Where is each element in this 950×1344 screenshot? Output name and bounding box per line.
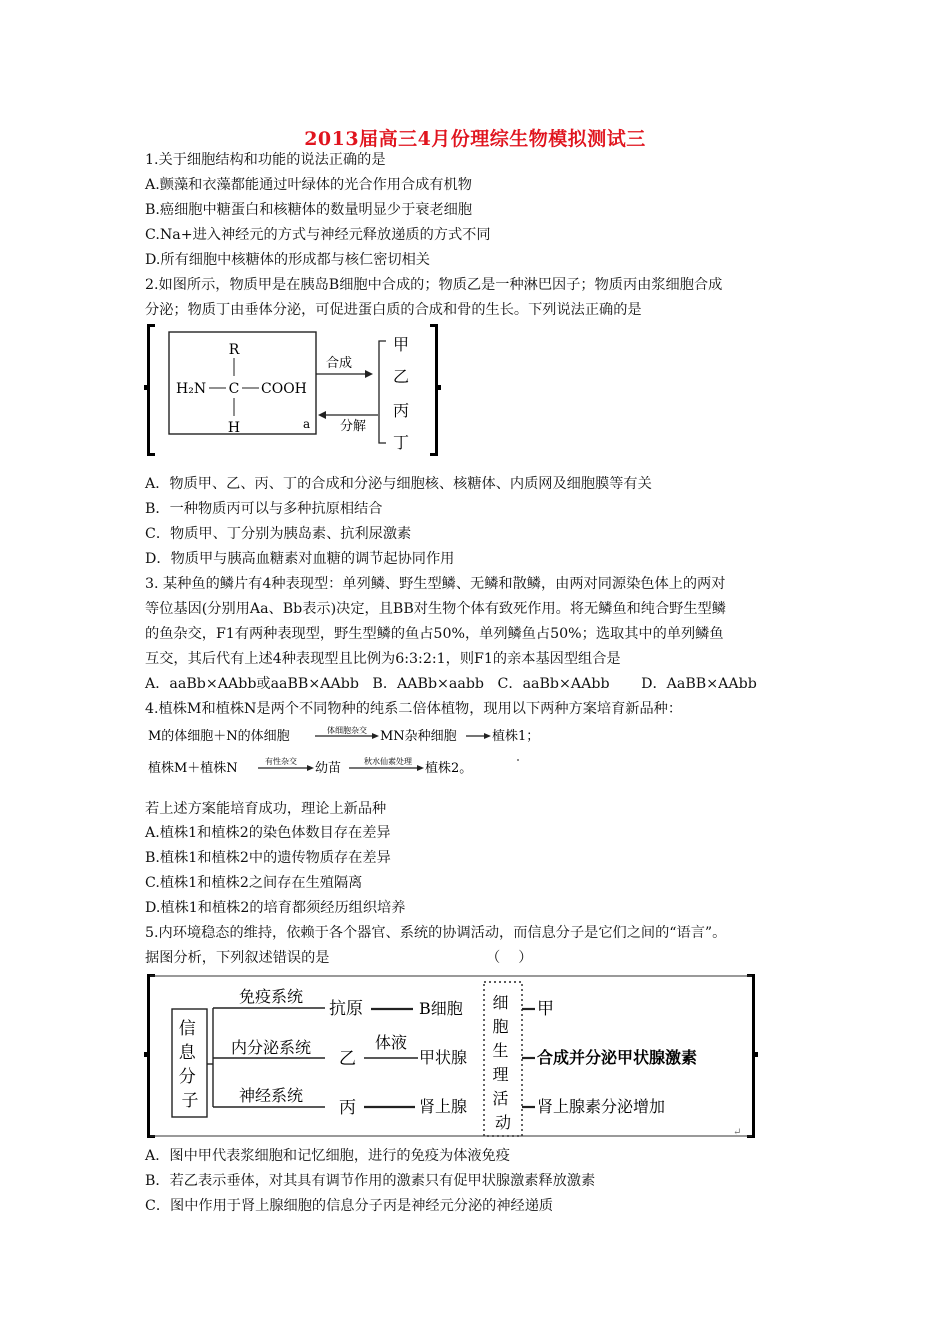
q4-option-a: A.植株1和植株2的染色体数目存在差异 (145, 825, 391, 841)
page-title: 2013届高三4月份理综生物模拟测试三 (304, 128, 646, 150)
q4-pre: 若上述方案能培育成功，理论上新品种 (145, 801, 387, 817)
amino-group-label: H₂N (176, 381, 207, 397)
output-adrenaline-label: 肾上腺素分泌增加 (537, 1097, 666, 1116)
info-molecule-figure (143, 972, 760, 1142)
q1-option-c: C.Na+进入神经元的方式与神经元释放递质的方式不同 (145, 227, 491, 243)
substance-bing: 丙 (393, 401, 410, 420)
amino-acid-figure (143, 322, 443, 458)
scheme1-arrow-label: 体细胞杂交 (327, 726, 367, 735)
q1-option-d: D.所有细胞中核糖体的形成都与核仁密切相关 (145, 252, 430, 268)
q4-option-d: D.植株1和植株2的培育都须经历组织培养 (145, 900, 406, 916)
q5-line1: 5.内环境稳态的维持，依赖于各个器官、系统的协调活动，而信息分子是它们之间的“语言”。 (145, 925, 727, 941)
molecule-yi-label: 乙 (339, 1049, 356, 1069)
svg-text:↵: ↵ (733, 1127, 742, 1138)
scheme1-end: 植株1； (492, 729, 540, 744)
b-cell-label: B细胞 (419, 999, 463, 1018)
q5-option-b: B．若乙表示垂体，对其具有调节作用的激素只有促甲状腺激素释放激素 (145, 1173, 596, 1189)
molecule-bing-label: 丙 (339, 1098, 356, 1118)
q2-stem-line1: 2.如图所示，物质甲是在胰岛B细胞中合成的；物质乙是一种淋巴因子；物质丙由浆细胞合成 (145, 277, 723, 293)
q3-line4: 互交，其后代有上述4种表现型且比例为6:3:2:1，则F1的亲本基因型组合是 (145, 651, 621, 667)
info-molecule-label: 信 息 分 子 (178, 1019, 199, 1111)
substance-jia: 甲 (393, 335, 410, 354)
substance-bracket (379, 341, 386, 443)
q4-option-c: C.植株1和植株2之间存在生殖隔离 (145, 875, 363, 891)
substance-yi: 乙 (393, 367, 410, 386)
q1-stem: 1.关于细胞结构和功能的说法正确的是 (145, 152, 386, 168)
thyroid-label: 甲状腺 (419, 1048, 468, 1067)
q4-stem: 4.植株M和植株N是两个不同物种的纯系二倍体植物，现用以下两种方案培育新品种： (145, 701, 683, 717)
carboxyl-label: COOH (261, 381, 307, 397)
hydrogen-label: H (227, 420, 241, 436)
q2-option-d: D．物质甲与胰高血糖素对血糖的调节起协同作用 (145, 551, 455, 567)
scheme2-arrow2-label: 秋水仙素处理 (364, 757, 412, 766)
immune-system-label: 免疫系统 (238, 987, 304, 1006)
q2-option-c: C．物质甲、丁分别为胰岛素、抗利尿激素 (145, 526, 412, 542)
substance-ding: 丁 (393, 433, 410, 452)
q5-option-c: C．图中作用于肾上腺细胞的信息分子丙是神经元分泌的神经递质 (145, 1198, 554, 1214)
scheme1-left: M的体细胞＋N的体细胞 (148, 729, 290, 744)
carbon-label: C (228, 381, 240, 397)
decomposition-label: 分解 (339, 419, 367, 434)
body-fluid-label: 体液 (374, 1033, 408, 1052)
scheme2-arrow1-label: 有性杂交 (265, 757, 297, 766)
r-group-label: R (228, 342, 240, 358)
breeding-scheme (148, 722, 540, 780)
q3-line1: 3. 某种鱼的鳞片有4种表现型：单列鳞、野生型鳞、无鳞和散鳞，由两对同源染色体上的两对 (145, 576, 726, 592)
antigen-label: 抗原 (329, 999, 363, 1019)
scheme1-mid: MN杂种细胞 (380, 729, 457, 744)
adrenal-label: 肾上腺 (419, 1097, 468, 1116)
synthesis-label: 合成 (325, 356, 353, 371)
q5-option-a: A．图中甲代表浆细胞和记忆细胞，进行的免疫为体液免疫 (145, 1148, 510, 1164)
q2-option-b: B．一种物质丙可以与多种抗原相结合 (145, 501, 383, 517)
q5-answer-paren: （ ） (486, 950, 533, 966)
cell-activity-label: 细 胞 生 理 活 动 (492, 993, 512, 1132)
scheme2-left: 植株M＋植株N (148, 761, 238, 776)
scheme2-end: 植株2。 (425, 761, 473, 776)
q4-option-b: B.植株1和植株2中的遗传物质存在差异 (145, 850, 391, 866)
q1-option-a: A.颤藻和衣藻都能通过叶绿体的光合作用合成有机物 (145, 177, 472, 193)
output-thyroid-hormone-label: 合成并分泌甲状腺激素 (537, 1048, 698, 1067)
nervous-system-label: 神经系统 (238, 1086, 304, 1105)
endocrine-system-label: 内分泌系统 (230, 1038, 312, 1057)
q2-stem-line2: 分泌；物质丁由垂体分泌，可促进蛋白质的合成和骨的生长。下列说法正确的是 (145, 302, 642, 318)
box-a-label: a (303, 417, 311, 431)
q3-line3: 的鱼杂交，F1有两种表现型，野生型鳞的鱼占50%，单列鳞鱼占50%；选取其中的单列鳞鱼 (145, 626, 724, 642)
q2-option-a: A．物质甲、乙、丙、丁的合成和分泌与细胞核、核糖体、内质网及细胞膜等有关 (145, 476, 652, 492)
scheme2-mid: 幼苗 (315, 761, 342, 776)
q3-line2: 等位基因(分别用Aa、Bb表示)决定，且BB对生物个体有致死作用。将无鳞鱼和纯合野生型鳞 (145, 601, 726, 617)
q3-options: A．aaBb×AAbb或aaBB×AAbb B．AABb×aabb C．aaBb×AAbb D．AaBB×AAbb (145, 676, 757, 692)
q5-line2: 据图分析，下列叙述错误的是 (145, 950, 330, 966)
output-jia-label: 甲 (537, 999, 554, 1019)
q1-option-b: B.癌细胞中糖蛋白和核糖体的数量明显少于衰老细胞 (145, 202, 473, 218)
